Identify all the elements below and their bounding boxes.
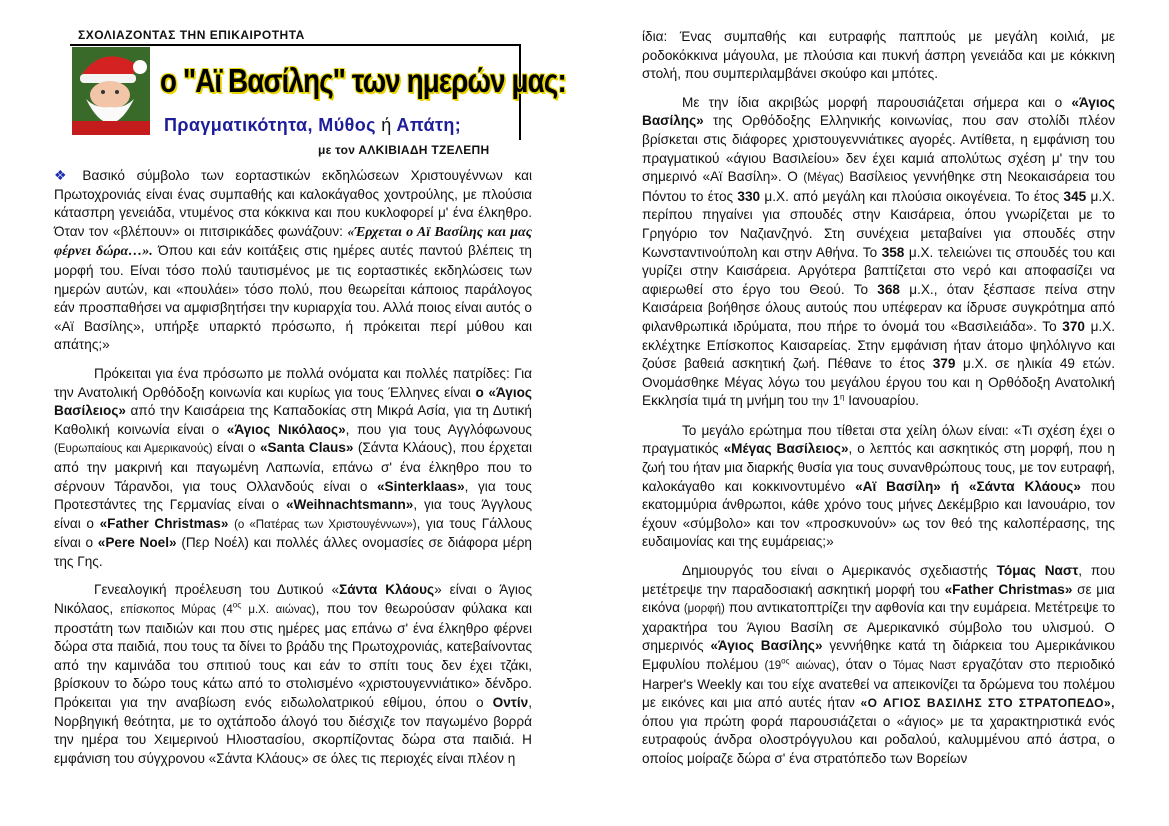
paragraph-saint-basil: Με την ίδια ακριβώς μορφή παρουσιάζεται σήμερα και ο «Άγιος Βασίλης» της Ορθόδοξης Ελληνικής κοινωνίας, που σαν στολίδι πλέον βρίσκεται στις διάφορες χριστουγεννιάτικες αγορές. Αντίθετα, η εμφάνιση του πραγματικού «άγιου Βασιλείου» δεν έχει καμιά απολύτως σχέση μ' την του σημερινό «Αϊ Βασίλη». Ο (Μέγας) Βασίλειος γεννήθηκε στη Νεοκαισάρεια του Πόντου το έτος 330 μ.Χ. από μεγάλη και πλούσια οικογένεια. Το έτος 345 μ.Χ. περίπου πηγαίνει για σπουδές στην Καισάρεια, όπου γνωρίζεται με το Γρηγόριο τον Ναζιανζηνό. Στη συνέχεια μεταβαίνει για σπουδές στην Κωνσταντινούπολη και στην Αθήνα. Το 358 μ.Χ. τελειώνει τις σπουδές του και γυρίζει στην Καισάρεια. Αργότερα βαπτίζεται στο νερό και αποφασίζει να αφιερωθεί στο έργο του Θεού. Το 368 μ.Χ., όταν ξέσπασε πείνα στην Καισάρεια βοήθησε όλους αυτούς που υπέφεραν κα ίδρυσε συγκρότημα από φιλανθρωπικά ιδρύματα, που πήρε το όνομά του «Βασιλειάδα». Το 370 μ.Χ. εκλέχτηκε Επίσκοπος Καισαρείας. Στην εμφάνιση ήταν άτομο ψηλόλιγνο και ζούσε βαθειά ασκητική ζωή. Πέθανε το έτος 379 μ.Χ. σε ηλικία 49 ετών. Ονομάσθηκε Μέγας λόγω του μεγάλου έργου του και η Ορθόδοξη Ανατολική Εκκλησία τιμά τη μνήμη του την $1^\eta$ Ιανουαρίου. <box>642 94 1116 409</box>
paragraph-genealogy: Γενεαλογική προέλευση του Δυτικού «Σάντα Κλάους» είναι ο Άγιος Νικόλαος, επίσκοπος Μύρας ($4^{o\varsigma}$ μ.Χ. αιώνας), που τον θεωρούσαν φύλακα και προστάτη των παιδιών και που στις ημέρες μας επάνω σ' ένα έλκηθρο φέρνει δώρα στα παιδιά, που τους τα δίνει το βράδυ της Πρωτοχρονιάς, κατεβαίνοντας από την καμινάδα του σπιτιού τους και εάν το σπίτι τους δεν έχει τζάκι, βρίσκουν το δώρο τους κάτω από το στολισμένο «χριστουγεννιάτικο» δένδρο. Πρόκειται για την αναβίωση ενός ειδωλολατρικού εθίμου, όπου ο Οντίν, Νορβηγική θεότητα, με το οχτάποδο άλογό του διέσχιζε τον παγωμένο βορρά την ημέρα του Χειμερινού Ηλιοστασίου, σκορπίζοντας δώρα στα παιδιά. Η εμφάνιση του σύγχρονου «Σάντα Κλάους» σε όλες τις περιοχές είναι πλέον η <box>54 582 533 766</box>
byline: με τον ΑΛΚΙΒΙΑΔΗ ΤΖΕΛΕΠΗ <box>318 143 490 157</box>
left-column <box>54 166 532 768</box>
subtitle-or: ή <box>381 115 392 135</box>
subtitle-word-myth: Μύθος <box>318 115 376 135</box>
subtitle-word-deceit: Απάτη; <box>396 115 462 135</box>
paragraph-intro: ❖ Βασικό σύμβολο των εορταστικών εκδηλώσεων Χριστουγέννων και Πρωτοχρονιάς είναι ένας συμπαθής και καλοκάγαθος χοντρούλης, με πλούσια κάτασπρη γενειάδα, ντυμένος στα κόκκινα και που κυκλοφορεί μ' ένα έλκηθρο. Όταν τον «βλέπουν» οι πιτσιρικάδες φωνάζουν: «Έρχεται ο Αϊ Βασίλης και μας φέρνει δώρα…». Όπου και εάν κοιτάξεις στις ημέρες αυτές παντού βλέπεις τη μορφή του. Είναι τόσο πολύ ταυτισμένος με τις εορταστικές εκδηλώσεις των ημερών αυτών, και «πουλάει» τόσο πολύ, που θεωρείται κάποιος παράλογος εάν προσπαθήσει να αμφισβητήσει την κυριαρχία του. Αλλά ποιος είναι αυτός ο «Αϊ Βασίλης», υπήρξε υπαρκτό πρόσωπο, ή πρόκειται περί μύθου και απάτης;» <box>54 167 532 353</box>
header-top-rule <box>70 44 521 46</box>
paragraph-names: Πρόκειται για ένα πρόσωπο με πολλά ονόματα και πολλές πατρίδες: Για την Ανατολική Ορθόδοξη κοινωνία και κυρίως για τους Έλληνες είναι ο «Άγιος Βασίλειος» από την Καισάρεια της Καπαδοκίας στη Μικρά Ασία, για τη Δυτική Καθολική κοινωνία είναι ο «Άγιος Νικόλαος», που για τους Αγγλόφωνους (Ευρωπαίους και Αμερικανούς) είναι ο «Santa Claus» (Σάντα Κλάους), που έρχεται από την μακρινή και παγωμένη Λαπωνία, επάνω σ' ένα έλκηθρο που το σέρνουν Τάρανδοι, για τους Ολλανδούς είναι ο «Sinterklaas», για τους Προτεστάντες της Γερμανίας είναι ο «Weihnachtsmann», για τους Άγγλους είναι ο «Father Christmas» (ο «Πατέρας των Χριστουγέννων»), για τους Γάλλους είναι ο «Pere Noel» (Περ Νοέλ) και πολλές άλλες ονομασίες σε διάφορα μέρη της Γης. <box>54 365 533 569</box>
subtitle-word-reality: Πραγματικότητα, <box>164 115 313 135</box>
section-kicker: ΣΧΟΛΙΑΖΟΝΤΑΣ ΤΗΝ ΕΠΙΚΑΙΡΟΤΗΤΑ <box>78 28 305 42</box>
article-title: ο "Αϊ Βασίλης" των ημερών μας: <box>160 62 566 99</box>
article-subtitle <box>164 115 461 136</box>
paragraph-appearance: ίδια: Ένας συμπαθής και ευτραφής παππούς με μεγάλη κοιλιά, με ροδοκόκκινα μάγουλα, με πλούσια και πυκνή άσπρη γενειάδα και με κόκκινη στολή, που συμπεριλαμβάνει σκούφο και μπότες. <box>642 29 1115 82</box>
right-column <box>642 28 1115 769</box>
paragraph-thomas-nast: Δημιουργός του είναι ο Αμερικανός σχεδιαστής Τόμας Ναστ, που μετέτρεψε την παραδοσιακή ασκητική μορφή του «Father Christmas» σε μια εικόνα (μορφή) που αντικατοπτρίζει την αφθονία και την ευμάρεια. Μετέτρεψε το χαρακτήρα του Άγιου Βασίλη σε Αμερικανικό σύμβολο του υλισμού. Ο σημερινός «Άγιος Βασίλης» γεννήθηκε κατά τη διάρκεια του Αμερικάνικου Εμφυλίου πολέμου ($19^{o\varsigma}$ αιώνας), όταν ο Τόμας Ναστ εργαζόταν στο περιοδικό Harper's Weekly και του είχε ανατεθεί να απεικονίζει τα δρώμενα του πολέμου με εικόνες και μια από αυτές ήταν «Ο ΑΓΙΟΣ ΒΑΣΙΛΗΣ ΣΤΟ ΣΤΡΑΤΟΠΕΔΟ», όπου για πρώτη φορά παρουσιάζεται ο «άγιος» με τα χαρακτηριστικά ενός ευτραφούς άνδρα ολοστρόγγυλου και ροδαλού, καλυμμένου από άστρα, ο οποίος μοίραζε δώρα σ' ένα στρατόπεδο των Βορείων <box>642 563 1116 766</box>
santa-claus-photo <box>72 47 150 135</box>
diamond-bullet-icon: ❖ <box>54 167 75 183</box>
paragraph-question: Το μεγάλο ερώτημα που τίθεται στα χείλη όλων είναι: «Τι σχέση έχει ο πραγματικός «Μέγας Βασίλειος», ο λεπτός και ασκητικός στη μορφή, που η ζωή του ήταν μια διαρκής θυσία για τους συνανθρώπους τους, με τον ευτραφή, καλοκάγαθο και κοκκινοντυμένο «Αϊ Βασίλη» ή «Σάντα Κλάους» που εκατομμύρια άνθρωποι, κάθε χρόνο τους μήνες Δεκέμβριο και Ιανουάριο, τον έχουν «σύμβολο» και τον «προσκυνούν» ως τον θεό της καλοπέρασης, της ευδαιμονίας και της ευμάρειας;» <box>642 422 1116 550</box>
